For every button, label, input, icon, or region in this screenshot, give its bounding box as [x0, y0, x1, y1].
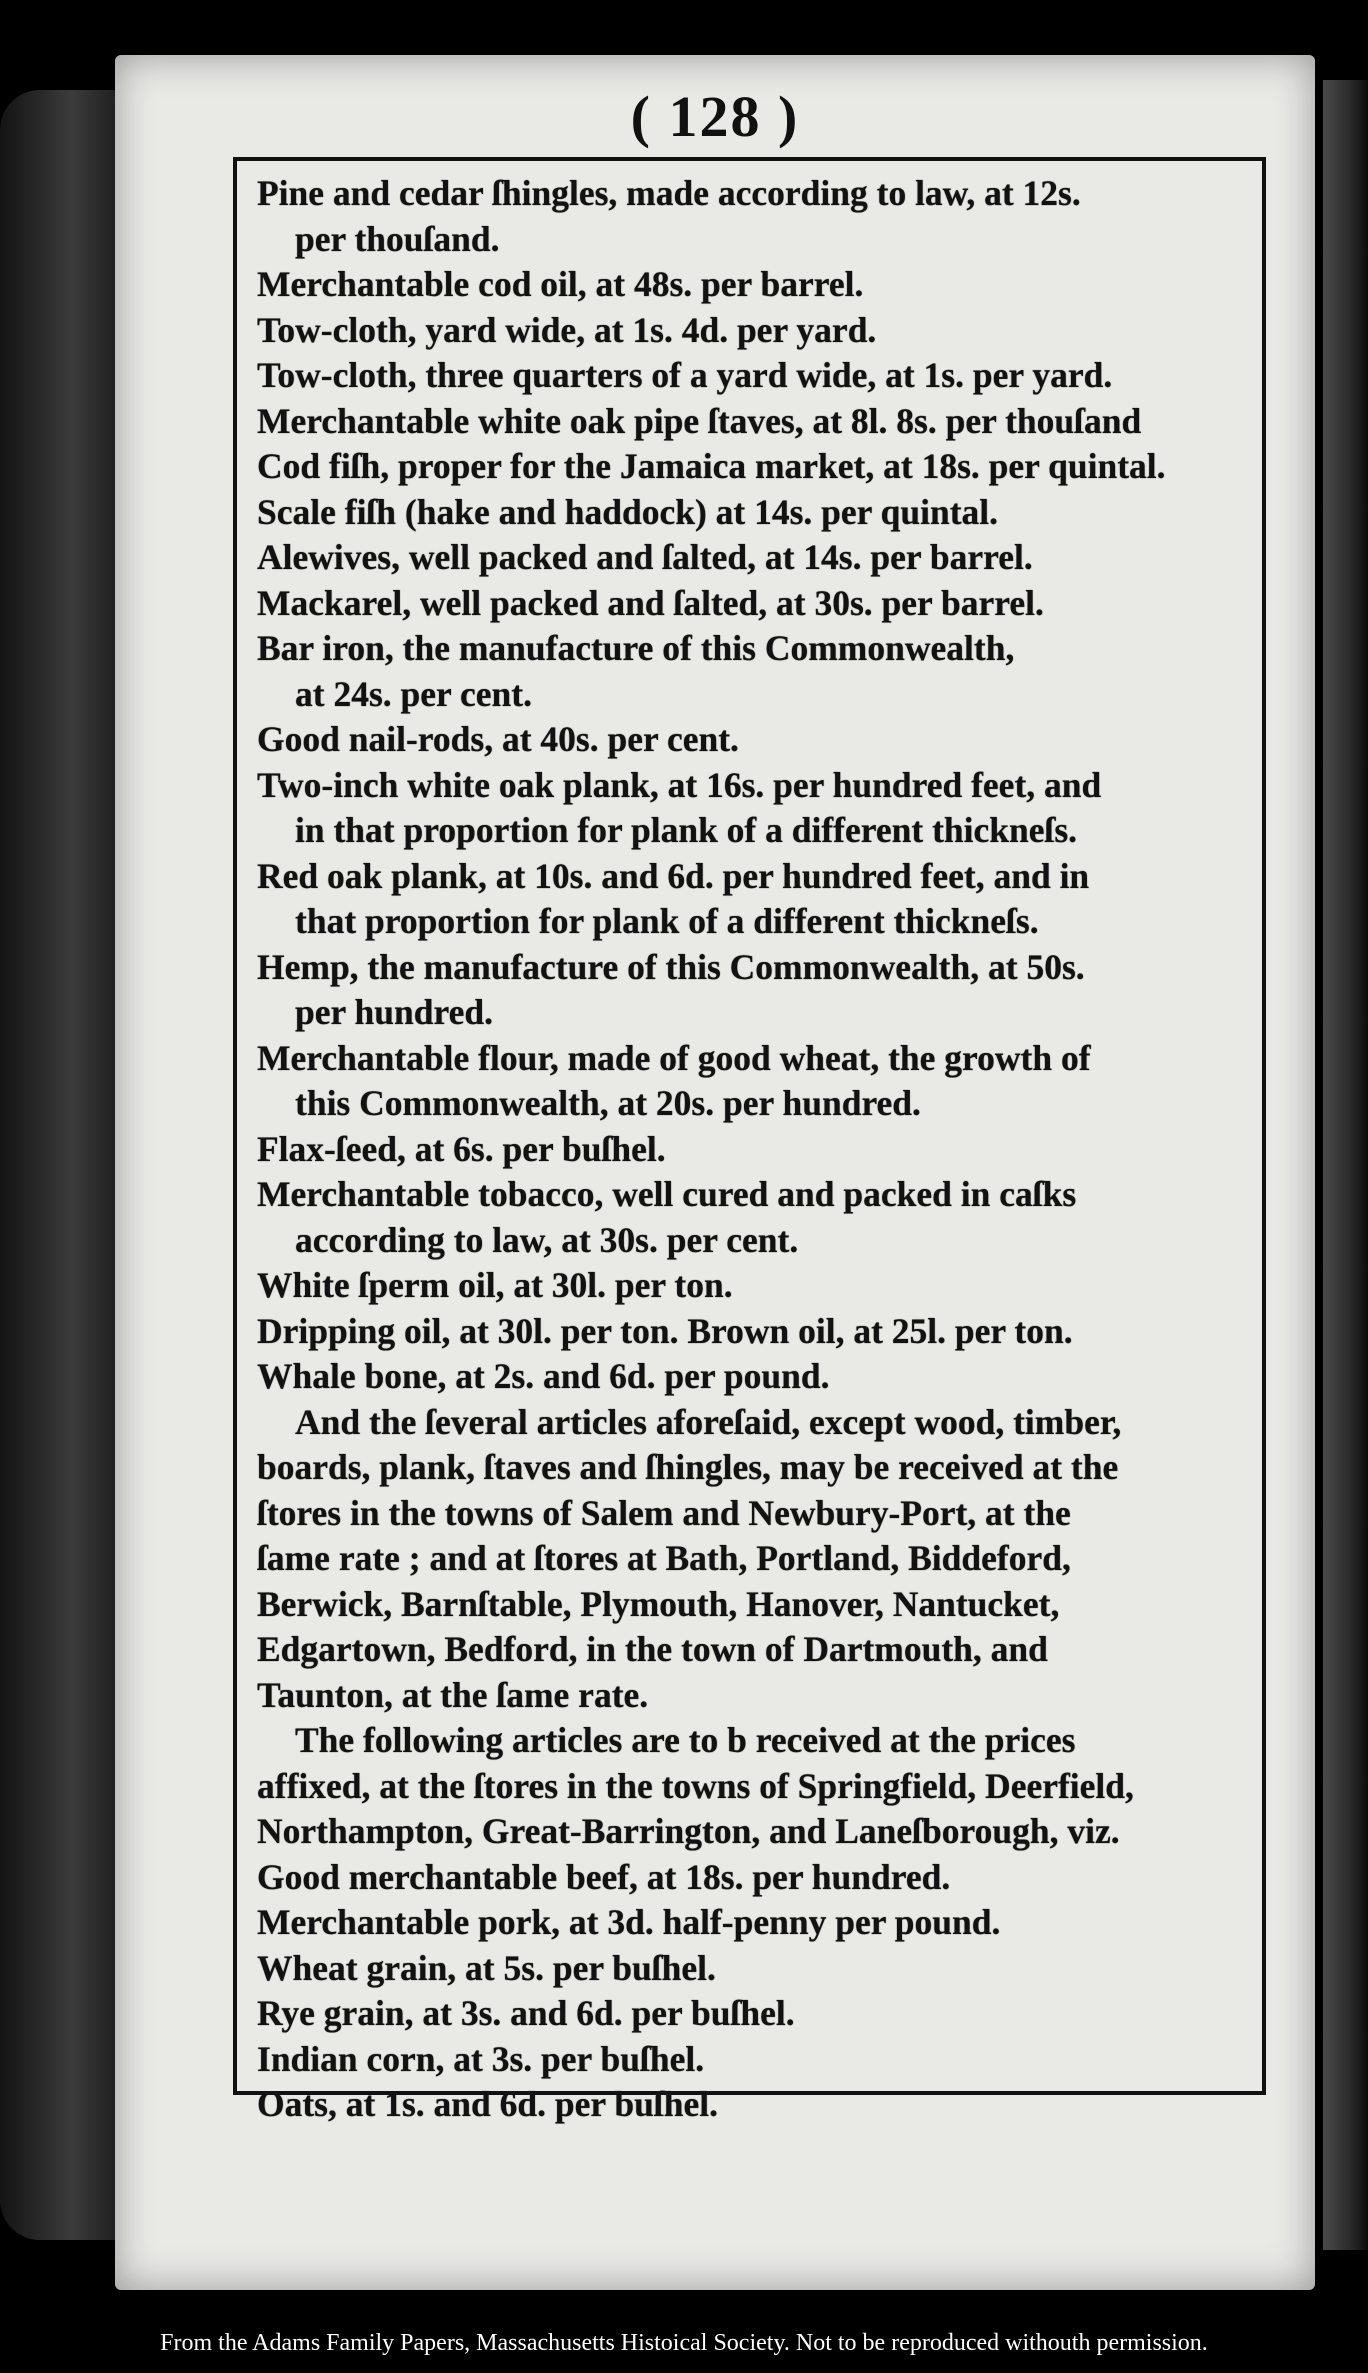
text-line: affixed, at the ſtores in the towns of Springfield, Deerfield,	[257, 1765, 1134, 1806]
text-line: Wheat grain, at 5s. per buſhel.	[257, 1947, 716, 1988]
text-line: in that proportion for plank of a different thickneſs.	[295, 810, 1078, 850]
text-line: Good merchantable beef, at 18s. per hundred.	[257, 1856, 951, 1897]
price-list	[257, 171, 1252, 2128]
text-line: boards, plank, ſtaves and ſhingles, may be received at the	[257, 1447, 1119, 1487]
text-line: Berwick, Barnſtable, Plymouth, Hanover, Nantucket,	[257, 1583, 1060, 1624]
text-line: Two-inch white oak plank, at 16s. per hundred feet, and	[257, 764, 1102, 805]
text-line: this Commonwealth, at 20s. per hundred.	[295, 1083, 921, 1123]
text-line: Red oak plank, at 10s. and 6d. per hundred feet, and in	[257, 855, 1090, 896]
book-spine-edge	[0, 90, 120, 2240]
archive-caption: From the Adams Family Papers, Massachusetts Histoical Society. Not to be reproduced withouth permission.	[160, 2330, 1208, 2356]
text-line: Northampton, Great-Barrington, and Laneſborough, viz.	[257, 1811, 1120, 1851]
text-line: Merchantable flour, made of good wheat, the growth of	[257, 1037, 1091, 1078]
text-line: Whale bone, at 2s. and 6d. per pound.	[257, 1356, 830, 1396]
text-line: Rye grain, at 3s. and 6d. per buſhel.	[257, 1993, 795, 2033]
text-line: Bar iron, the manufacture of this Commonwealth,	[257, 628, 1015, 668]
text-line: And the ſeveral articles aforeſaid, except wood, timber,	[295, 1401, 1122, 1442]
text-line: Merchantable cod oil, at 48s. per barrel.	[257, 264, 864, 304]
text-line: Oats, at 1s. and 6d. per buſhel.	[257, 2084, 718, 2124]
text-line: Hemp, the manufacture of this Commonwealth, at 50s.	[257, 946, 1085, 987]
text-line: Merchantable white oak pipe ſtaves, at 8l. 8s. per thouſand	[257, 400, 1142, 441]
text-line: White ſperm oil, at 30l. per ton.	[257, 1265, 733, 1305]
text-line: Cod fiſh, proper for the Jamaica market, at 18s. per quintal.	[257, 446, 1166, 486]
text-line: Edgartown, Bedford, in the town of Dartmouth, and	[257, 1629, 1048, 1669]
text-line: ſame rate ; and at ſtores at Bath, Portland, Biddeford,	[257, 1538, 1071, 1578]
text-line: according to law, at 30s. per cent.	[295, 1219, 799, 1260]
text-line: Dripping oil, at 30l. per ton. Brown oil, at 25l. per ton.	[257, 1310, 1073, 1351]
text-line: that proportion for plank of a different thickneſs.	[295, 901, 1039, 941]
text-line: Tow-cloth, three quarters of a yard wide, at 1s. per yard.	[257, 355, 1113, 395]
text-line: Indian corn, at 3s. per buſhel.	[257, 2038, 705, 2079]
text-line: The following articles are to b received at the prices	[295, 1720, 1076, 1760]
text-line: Alewives, well packed and ſalted, at 14s. per barrel.	[257, 537, 1033, 577]
text-line: Tow-cloth, yard wide, at 1s. 4d. per yard.	[257, 309, 877, 350]
text-line: Good nail-rods, at 40s. per cent.	[257, 719, 739, 759]
text-line: Scale fiſh (hake and haddock) at 14s. per quintal.	[257, 491, 999, 532]
text-line: per thouſand.	[295, 218, 500, 259]
text-line: Pine and cedar ſhingles, made according to law, at 12s.	[257, 173, 1081, 213]
text-line: Merchantable pork, at 3d. half-penny per pound.	[257, 1902, 1001, 1942]
text-line: Merchantable tobacco, well cured and packed in caſks	[257, 1174, 1077, 1214]
text-line: Taunton, at the ſame rate.	[257, 1674, 649, 1715]
book-page	[115, 55, 1315, 2290]
text-line: Mackarel, well packed and ſalted, at 30s. per barrel.	[257, 582, 1044, 623]
text-line: at 24s. per cent.	[295, 673, 532, 714]
text-line: per hundred.	[295, 992, 493, 1032]
page-number: ( 128 )	[630, 84, 800, 149]
text-line: ſtores in the towns of Salem and Newbury-Port, at the	[257, 1492, 1071, 1533]
text-line: Flax-ſeed, at 6s. per buſhel.	[257, 1128, 666, 1169]
text-frame	[233, 157, 1266, 2124]
book-fore-edge	[1323, 80, 1368, 2250]
